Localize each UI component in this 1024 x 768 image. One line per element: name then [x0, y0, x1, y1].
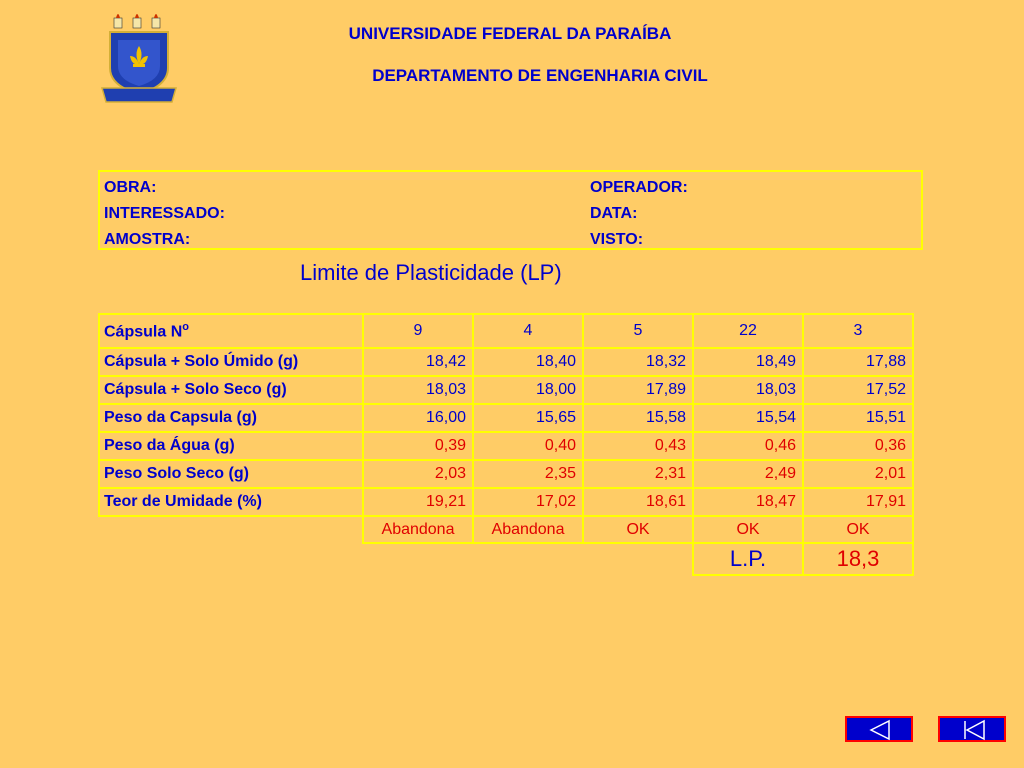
- cell-value: 18,47: [693, 488, 803, 516]
- empty-cell: [99, 516, 363, 543]
- status-cell: OK: [583, 516, 693, 543]
- label-interessado: INTERESSADO:: [104, 205, 225, 222]
- capsule-number: 9: [363, 314, 473, 348]
- cell-value: 0,39: [363, 432, 473, 460]
- cell-value: 18,40: [473, 348, 583, 376]
- page-title: Limite de Plasticidade (LP): [300, 260, 562, 285]
- cell-value: 2,03: [363, 460, 473, 488]
- row-label: Peso da Água (g): [99, 432, 363, 460]
- cell-value: 0,46: [693, 432, 803, 460]
- table-row: [99, 404, 913, 432]
- cell-value: 17,02: [473, 488, 583, 516]
- cell-value: 19,21: [363, 488, 473, 516]
- skip-to-start-icon: [940, 718, 1008, 744]
- cell-value: 2,35: [473, 460, 583, 488]
- lp-label: L.P.: [693, 543, 803, 575]
- capsule-number: 4: [473, 314, 583, 348]
- cell-value: 18,61: [583, 488, 693, 516]
- triangle-left-icon: [847, 718, 915, 744]
- plasticity-table: [98, 313, 914, 576]
- table-row: [99, 460, 913, 488]
- cell-value: 18,03: [693, 376, 803, 404]
- cell-value: 18,49: [693, 348, 803, 376]
- cell-value: 17,52: [803, 376, 913, 404]
- cell-value: 2,49: [693, 460, 803, 488]
- label-visto: VISTO:: [590, 231, 644, 248]
- row-label: Cápsula + Solo Seco (g): [99, 376, 363, 404]
- label-obra: OBRA:: [104, 179, 157, 196]
- status-cell: OK: [803, 516, 913, 543]
- cell-value: 2,01: [803, 460, 913, 488]
- cell-value: 0,40: [473, 432, 583, 460]
- row-label: Cápsula + Solo Úmido (g): [99, 348, 363, 376]
- info-box: [98, 170, 923, 250]
- cell-value: 17,91: [803, 488, 913, 516]
- table-row: [99, 488, 913, 516]
- empty-cell: [583, 543, 693, 575]
- capsule-label-cell: [99, 314, 363, 348]
- cell-value: 17,88: [803, 348, 913, 376]
- cell-value: 0,36: [803, 432, 913, 460]
- university-name: UNIVERSIDADE FEDERAL DA PARAÍBA: [348, 24, 672, 43]
- status-cell: Abandona: [473, 516, 583, 543]
- cell-value: 15,54: [693, 404, 803, 432]
- row-label: Peso da Capsula (g): [99, 404, 363, 432]
- cell-value: 15,65: [473, 404, 583, 432]
- cell-value: 18,00: [473, 376, 583, 404]
- empty-cell: [363, 543, 473, 575]
- lp-row: [99, 543, 913, 575]
- label-operador: OPERADOR:: [590, 179, 688, 196]
- capsule-number: 3: [803, 314, 913, 348]
- empty-cell: [473, 543, 583, 575]
- cell-value: 15,51: [803, 404, 913, 432]
- table-row: [99, 432, 913, 460]
- empty-cell: [99, 543, 363, 575]
- cell-value: 18,32: [583, 348, 693, 376]
- status-row: [99, 516, 913, 543]
- previous-slide-button[interactable]: [845, 716, 913, 742]
- cell-value: 2,31: [583, 460, 693, 488]
- first-slide-button[interactable]: [938, 716, 1006, 742]
- cell-value: 16,00: [363, 404, 473, 432]
- table-header-row: [99, 314, 913, 348]
- department-name: DEPARTAMENTO DE ENGENHARIA CIVIL: [372, 66, 708, 85]
- status-cell: OK: [693, 516, 803, 543]
- label-data: DATA:: [590, 205, 638, 222]
- table-row: [99, 376, 913, 404]
- row-label: Teor de Umidade (%): [99, 488, 363, 516]
- cell-value: 15,58: [583, 404, 693, 432]
- row-label: Peso Solo Seco (g): [99, 460, 363, 488]
- status-cell: Abandona: [363, 516, 473, 543]
- cell-value: 18,03: [363, 376, 473, 404]
- label-amostra: AMOSTRA:: [104, 231, 191, 248]
- capsule-label-superscript: o: [182, 320, 189, 333]
- cell-value: 17,89: [583, 376, 693, 404]
- capsule-number: 22: [693, 314, 803, 348]
- table-row: [99, 348, 913, 376]
- cell-value: 0,43: [583, 432, 693, 460]
- capsule-number: 5: [583, 314, 693, 348]
- lp-value: 18,3: [803, 543, 913, 575]
- cell-value: 18,42: [363, 348, 473, 376]
- capsule-label: Cápsula N: [104, 323, 183, 341]
